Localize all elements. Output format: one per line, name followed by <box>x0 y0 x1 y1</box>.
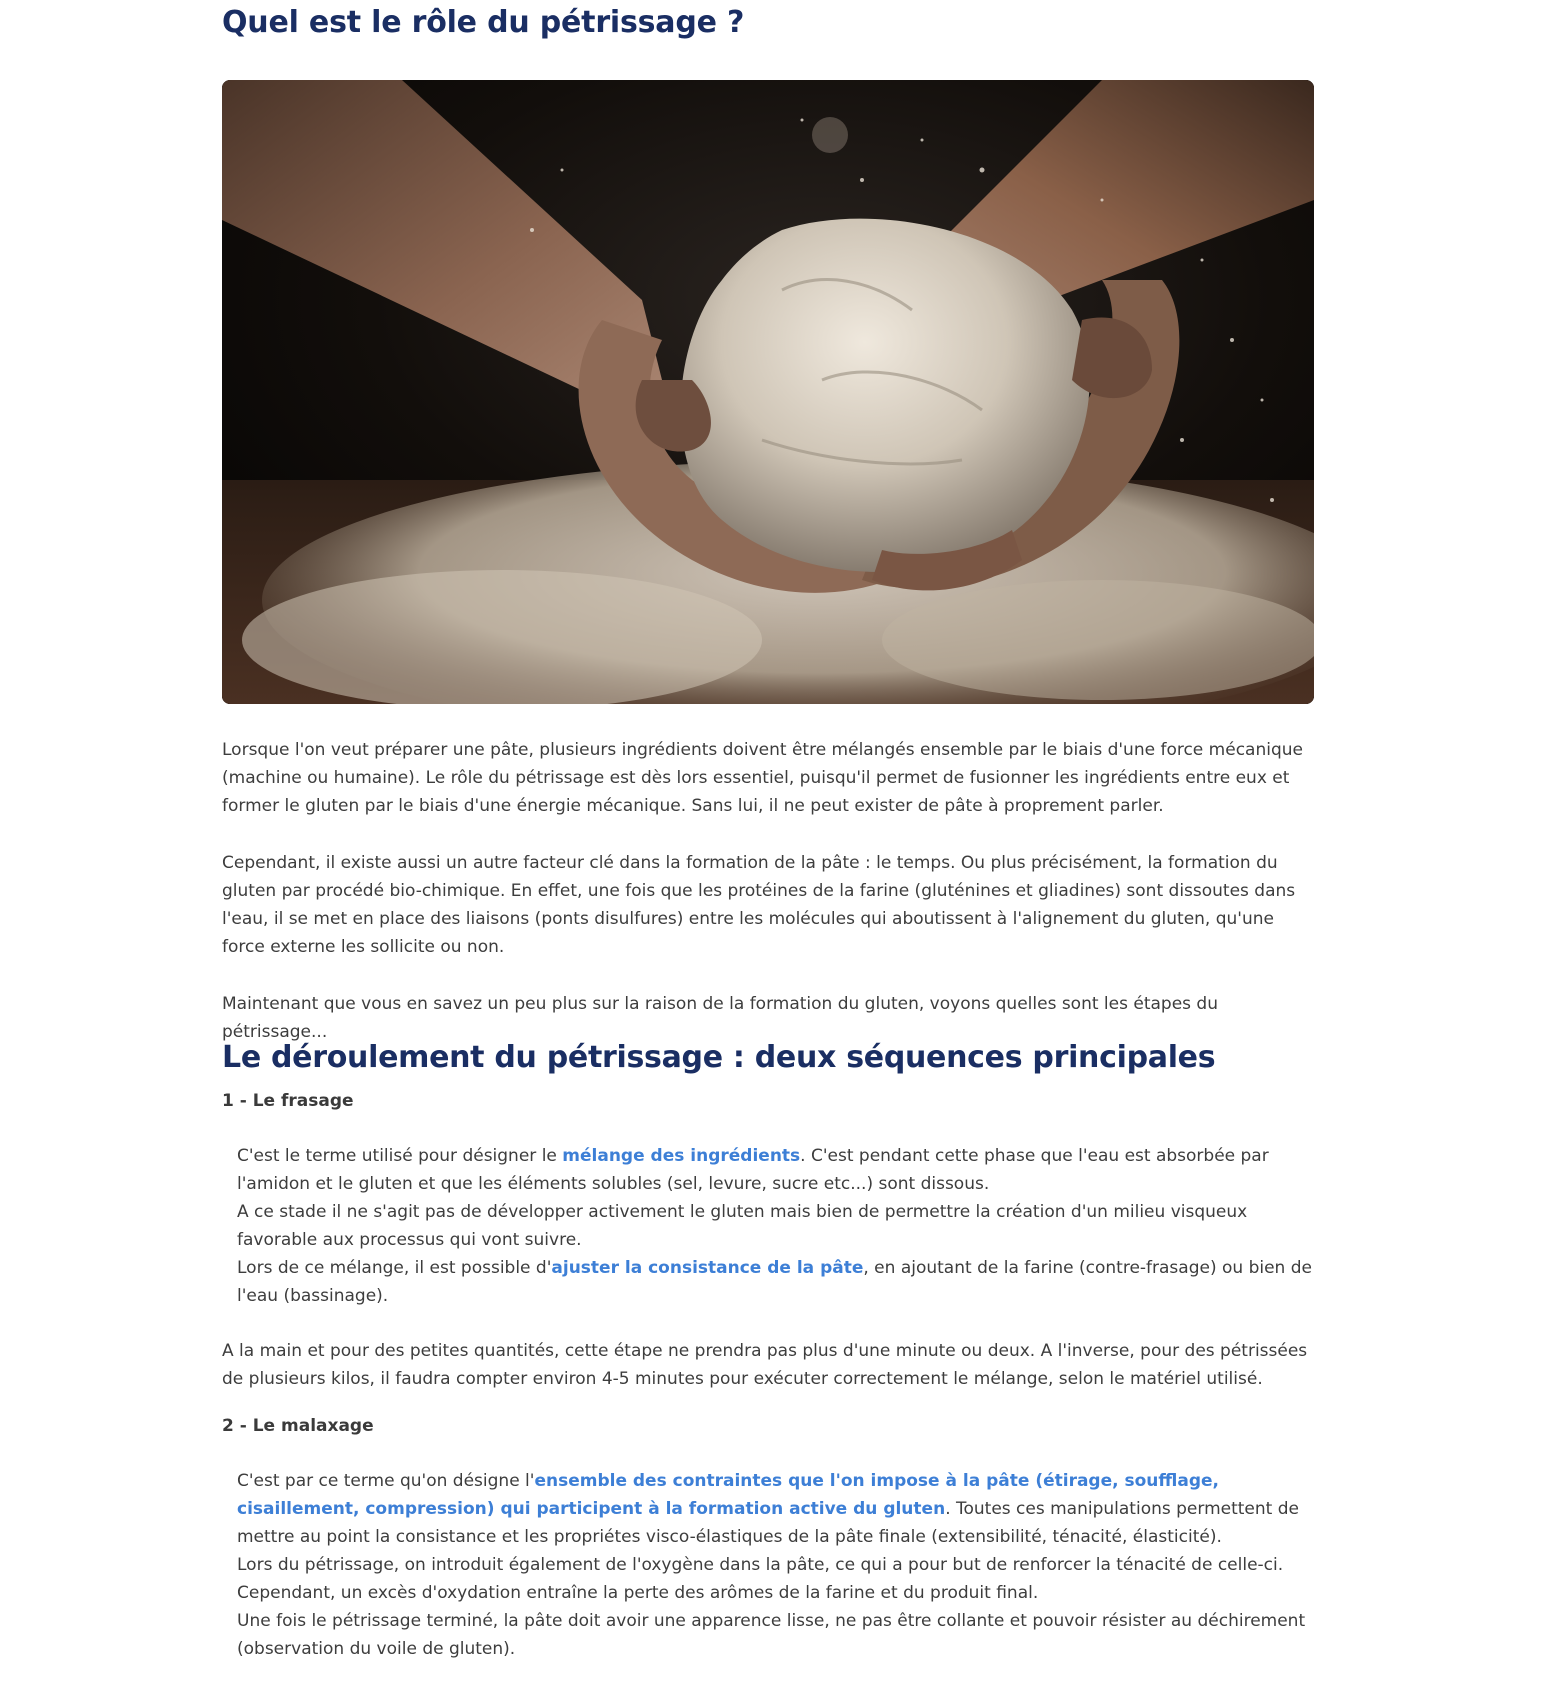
link-melange-ingredients[interactable]: mélange des ingrédients <box>562 1146 801 1166</box>
step-1-line-1 <box>222 1142 1314 1198</box>
step-1-line-3 <box>222 1254 1314 1310</box>
hero-image <box>222 80 1314 704</box>
kneading-dough-photo-icon <box>222 80 1314 704</box>
step-1-note: A la main et pour des petites quantités, cette étape ne prendra pas plus d'une minute ou deux. A l'inverse, pour des pétrissées de plusieurs kilos, il faudra compter environ 4-5 minutes pour exécuter correctement le mélange, selon le matériel utilisé. <box>222 1341 1308 1389</box>
step-1-line-3-text: Lors de ce mélange, il est possible d' <box>237 1258 552 1278</box>
link-ensemble-contraintes[interactable]: ensemble des contraintes que l'on impose à la pâte (étirage, soufflage, cisaillement, compression) qui participent à la formation active du gluten <box>237 1471 1220 1519</box>
step-1-title: 1 - Le frasage <box>222 1091 354 1111</box>
step-2-line-3: Une fois le pétrissage terminé, la pâte doit avoir une apparence lisse, ne pas être collante et pouvoir résister au déchirement (observation du voile de gluten). <box>237 1611 1306 1659</box>
link-ajuster-consistance[interactable]: ajuster la consistance de la pâte <box>551 1258 864 1278</box>
step-2-body <box>222 1467 1314 1663</box>
step-1-body <box>222 1142 1314 1310</box>
step-1-line-1-rest: . C'est pendant cette phase que l'eau est absorbée par l'amidon et le gluten et que les éléments solubles (sel, levure, sucre etc...) sont dissous. <box>237 1146 1269 1194</box>
step-2-title: 2 - Le malaxage <box>222 1416 374 1436</box>
heading-role: Quel est le rôle du pétrissage ? <box>222 5 745 40</box>
step-2-line-1-rest: . Toutes ces manipulations permettent de mettre au point la consistance et les propriétes visco-élastiques de la pâte finale (extensibilité, ténacité, élasticité). <box>237 1499 1299 1547</box>
step-2-line-2: Lors du pétrissage, on introduit également de l'oxygène dans la pâte, ce qui a pour but de renforcer la ténacité de celle-ci. Cependant, un excès d'oxydation entraîne la perte des arômes de la farine et du produit final. <box>237 1555 1284 1603</box>
step-2-line-1-text: C'est par ce terme qu'on désigne l' <box>237 1471 535 1491</box>
step-2-line-1 <box>222 1467 1314 1551</box>
paragraph-transition: Maintenant que vous en savez un peu plus sur la raison de la formation du gluten, voyons quelles sont les étapes du pétrissage... <box>222 994 1218 1042</box>
step-1-line-3-rest: , en ajoutant de la farine (contre-frasage) ou bien de l'eau (bassinage). <box>237 1258 1312 1306</box>
paragraph-time-factor: Cependant, il existe aussi un autre facteur clé dans la formation de la pâte : le temps. Ou plus précisément, la formation du gluten par procédé bio-chimique. En effet, une fois que les protéines de la farine (gluténines et gliadines) sont dissoutes dans l'eau, il se met en place des liaisons (ponts disulfures) entre les molécules qui aboutissent à l'alignement du gluten, qu'une force externe les sollicite ou non. <box>222 853 1296 957</box>
paragraph-intro: Lorsque l'on veut préparer une pâte, plusieurs ingrédients doivent être mélangés ensemble par le biais d'une force mécanique (machine ou humaine). Le rôle du pétrissage est dès lors essentiel, puisqu'il permet de fusionner les ingrédients entre eux et former le gluten par le biais d'une énergie mécanique. Sans lui, il ne peut exister de pâte à proprement parler. <box>222 740 1303 816</box>
step-1-line-1-text: C'est le terme utilisé pour désigner le <box>237 1146 563 1166</box>
step-1-line-2: A ce stade il ne s'agit pas de développer activement le gluten mais bien de permettre la création d'un milieu visqueux favorable aux processus qui vont suivre. <box>237 1202 1248 1250</box>
heading-sequences: Le déroulement du pétrissage : deux séquences principales <box>222 1040 1216 1075</box>
